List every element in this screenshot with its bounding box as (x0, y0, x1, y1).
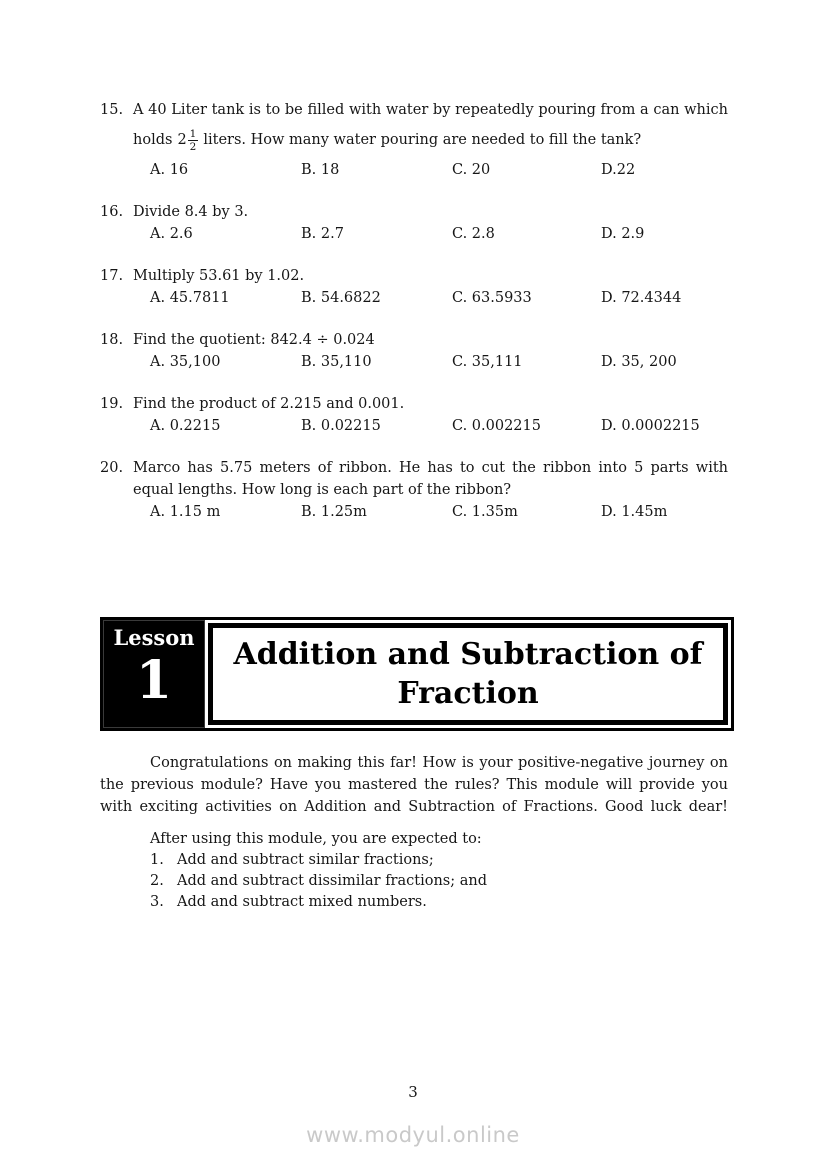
watermark: www.modyul.online (306, 1123, 520, 1147)
option-a: A. 0.2215 (150, 418, 221, 434)
question-number: 20. (100, 460, 124, 476)
intro-section (100, 752, 728, 913)
fraction-denominator: 2 (189, 140, 197, 153)
option-d: D. 72.4344 (601, 290, 682, 306)
lesson-number: 1 (135, 650, 173, 711)
objective-text: Add and subtract dissimilar fractions; and (177, 873, 487, 889)
option-a: A. 1.15 m (150, 504, 221, 520)
question-18-line-1 (100, 329, 728, 351)
lesson-label: Lesson (113, 625, 195, 650)
option-a: A. 2.6 (150, 226, 193, 242)
lesson-number-box (103, 620, 205, 728)
question-15-line-2 (133, 121, 728, 159)
option-b: B. 1.25m (301, 504, 367, 520)
question-text: Multiply 53.61 by 1.02. (133, 268, 305, 284)
option-d: D. 0.0002215 (601, 418, 700, 434)
options-row (100, 223, 728, 245)
option-a: A. 45.7811 (150, 290, 230, 306)
intro-paragraph-line-3: with exciting activities on Addition and Subtraction of Fractions. Good luck dear! (100, 799, 728, 815)
objective-text: Add and subtract similar fractions; (177, 852, 434, 868)
fraction-line-suffix: liters. How many water pouring are needed to fill the tank? (203, 132, 642, 148)
question-text: Marco has 5.75 meters of ribbon. He has to cut the ribbon into 5 parts with (133, 460, 728, 476)
question-number: 19. (100, 396, 124, 412)
mixed-number-whole: 2 (177, 132, 187, 148)
question-number: 15. (100, 102, 124, 118)
lesson-title-line-2: Fraction (397, 676, 539, 711)
option-d: D. 35, 200 (601, 354, 677, 370)
objective-number: 2. (150, 873, 164, 889)
option-a: A. 16 (150, 162, 189, 178)
question-17 (100, 265, 728, 309)
objective-text: Add and subtract mixed numbers. (177, 894, 427, 910)
option-b: B. 54.6822 (301, 290, 381, 306)
page-number: 3 (408, 1083, 418, 1101)
option-b: B. 0.02215 (301, 418, 381, 434)
options-row (100, 351, 728, 373)
lesson-title-line-1: Addition and Subtraction of (233, 637, 703, 672)
question-16 (100, 201, 728, 245)
question-text: Find the quotient: 842.4 ÷ 0.024 (133, 332, 375, 348)
options-row (100, 159, 728, 181)
options-row (100, 287, 728, 309)
fraction (188, 128, 199, 153)
option-c: C. 35,111 (452, 354, 523, 370)
option-c: C. 0.002215 (452, 418, 541, 434)
question-17-line-1 (100, 265, 728, 287)
question-20-line-2: equal lengths. How long is each part of the ribbon? (133, 482, 512, 498)
question-text: A 40 Liter tank is to be filled with water by repeatedly pouring from a can which (133, 102, 728, 118)
question-number: 17. (100, 268, 124, 284)
fraction-numerator: 1 (189, 127, 197, 140)
objective-item-3 (100, 892, 728, 913)
objective-item-2 (100, 871, 728, 892)
objective-number: 3. (150, 894, 164, 910)
option-d: D. 1.45m (601, 504, 668, 520)
objectives-lead-in: After using this module, you are expected to: (150, 831, 482, 847)
question-15 (100, 99, 728, 181)
question-number: 16. (100, 204, 124, 220)
option-a: A. 35,100 (150, 354, 221, 370)
option-c: C. 1.35m (452, 504, 518, 520)
quiz-section (100, 99, 728, 543)
option-b: B. 18 (301, 162, 340, 178)
objective-number: 1. (150, 852, 164, 868)
mixed-number (177, 128, 198, 153)
question-text: Divide 8.4 by 3. (133, 204, 249, 220)
fraction-line-prefix: holds (133, 132, 173, 148)
question-number: 18. (100, 332, 124, 348)
option-d: D. 2.9 (601, 226, 645, 242)
lesson-banner (100, 617, 734, 731)
question-19 (100, 393, 728, 437)
question-18 (100, 329, 728, 373)
lesson-title-box (208, 623, 728, 725)
option-c: C. 2.8 (452, 226, 495, 242)
objective-item-1 (100, 850, 728, 871)
option-b: B. 2.7 (301, 226, 344, 242)
option-c: C. 20 (452, 162, 491, 178)
question-16-line-1 (100, 201, 728, 223)
question-20-line-1 (100, 457, 728, 479)
question-text: Find the product of 2.215 and 0.001. (133, 396, 405, 412)
options-row (100, 501, 728, 523)
option-d: D.22 (601, 162, 636, 178)
question-20 (100, 457, 728, 523)
options-row (100, 415, 728, 437)
question-19-line-1 (100, 393, 728, 415)
question-15-line-1 (100, 99, 728, 121)
intro-paragraph-line-2: the previous module? Have you mastered the rules? This module will provide you (100, 777, 728, 793)
option-c: C. 63.5933 (452, 290, 532, 306)
intro-paragraph-line-1: Congratulations on making this far! How is your positive-negative journey on (150, 755, 728, 771)
option-b: B. 35,110 (301, 354, 372, 370)
